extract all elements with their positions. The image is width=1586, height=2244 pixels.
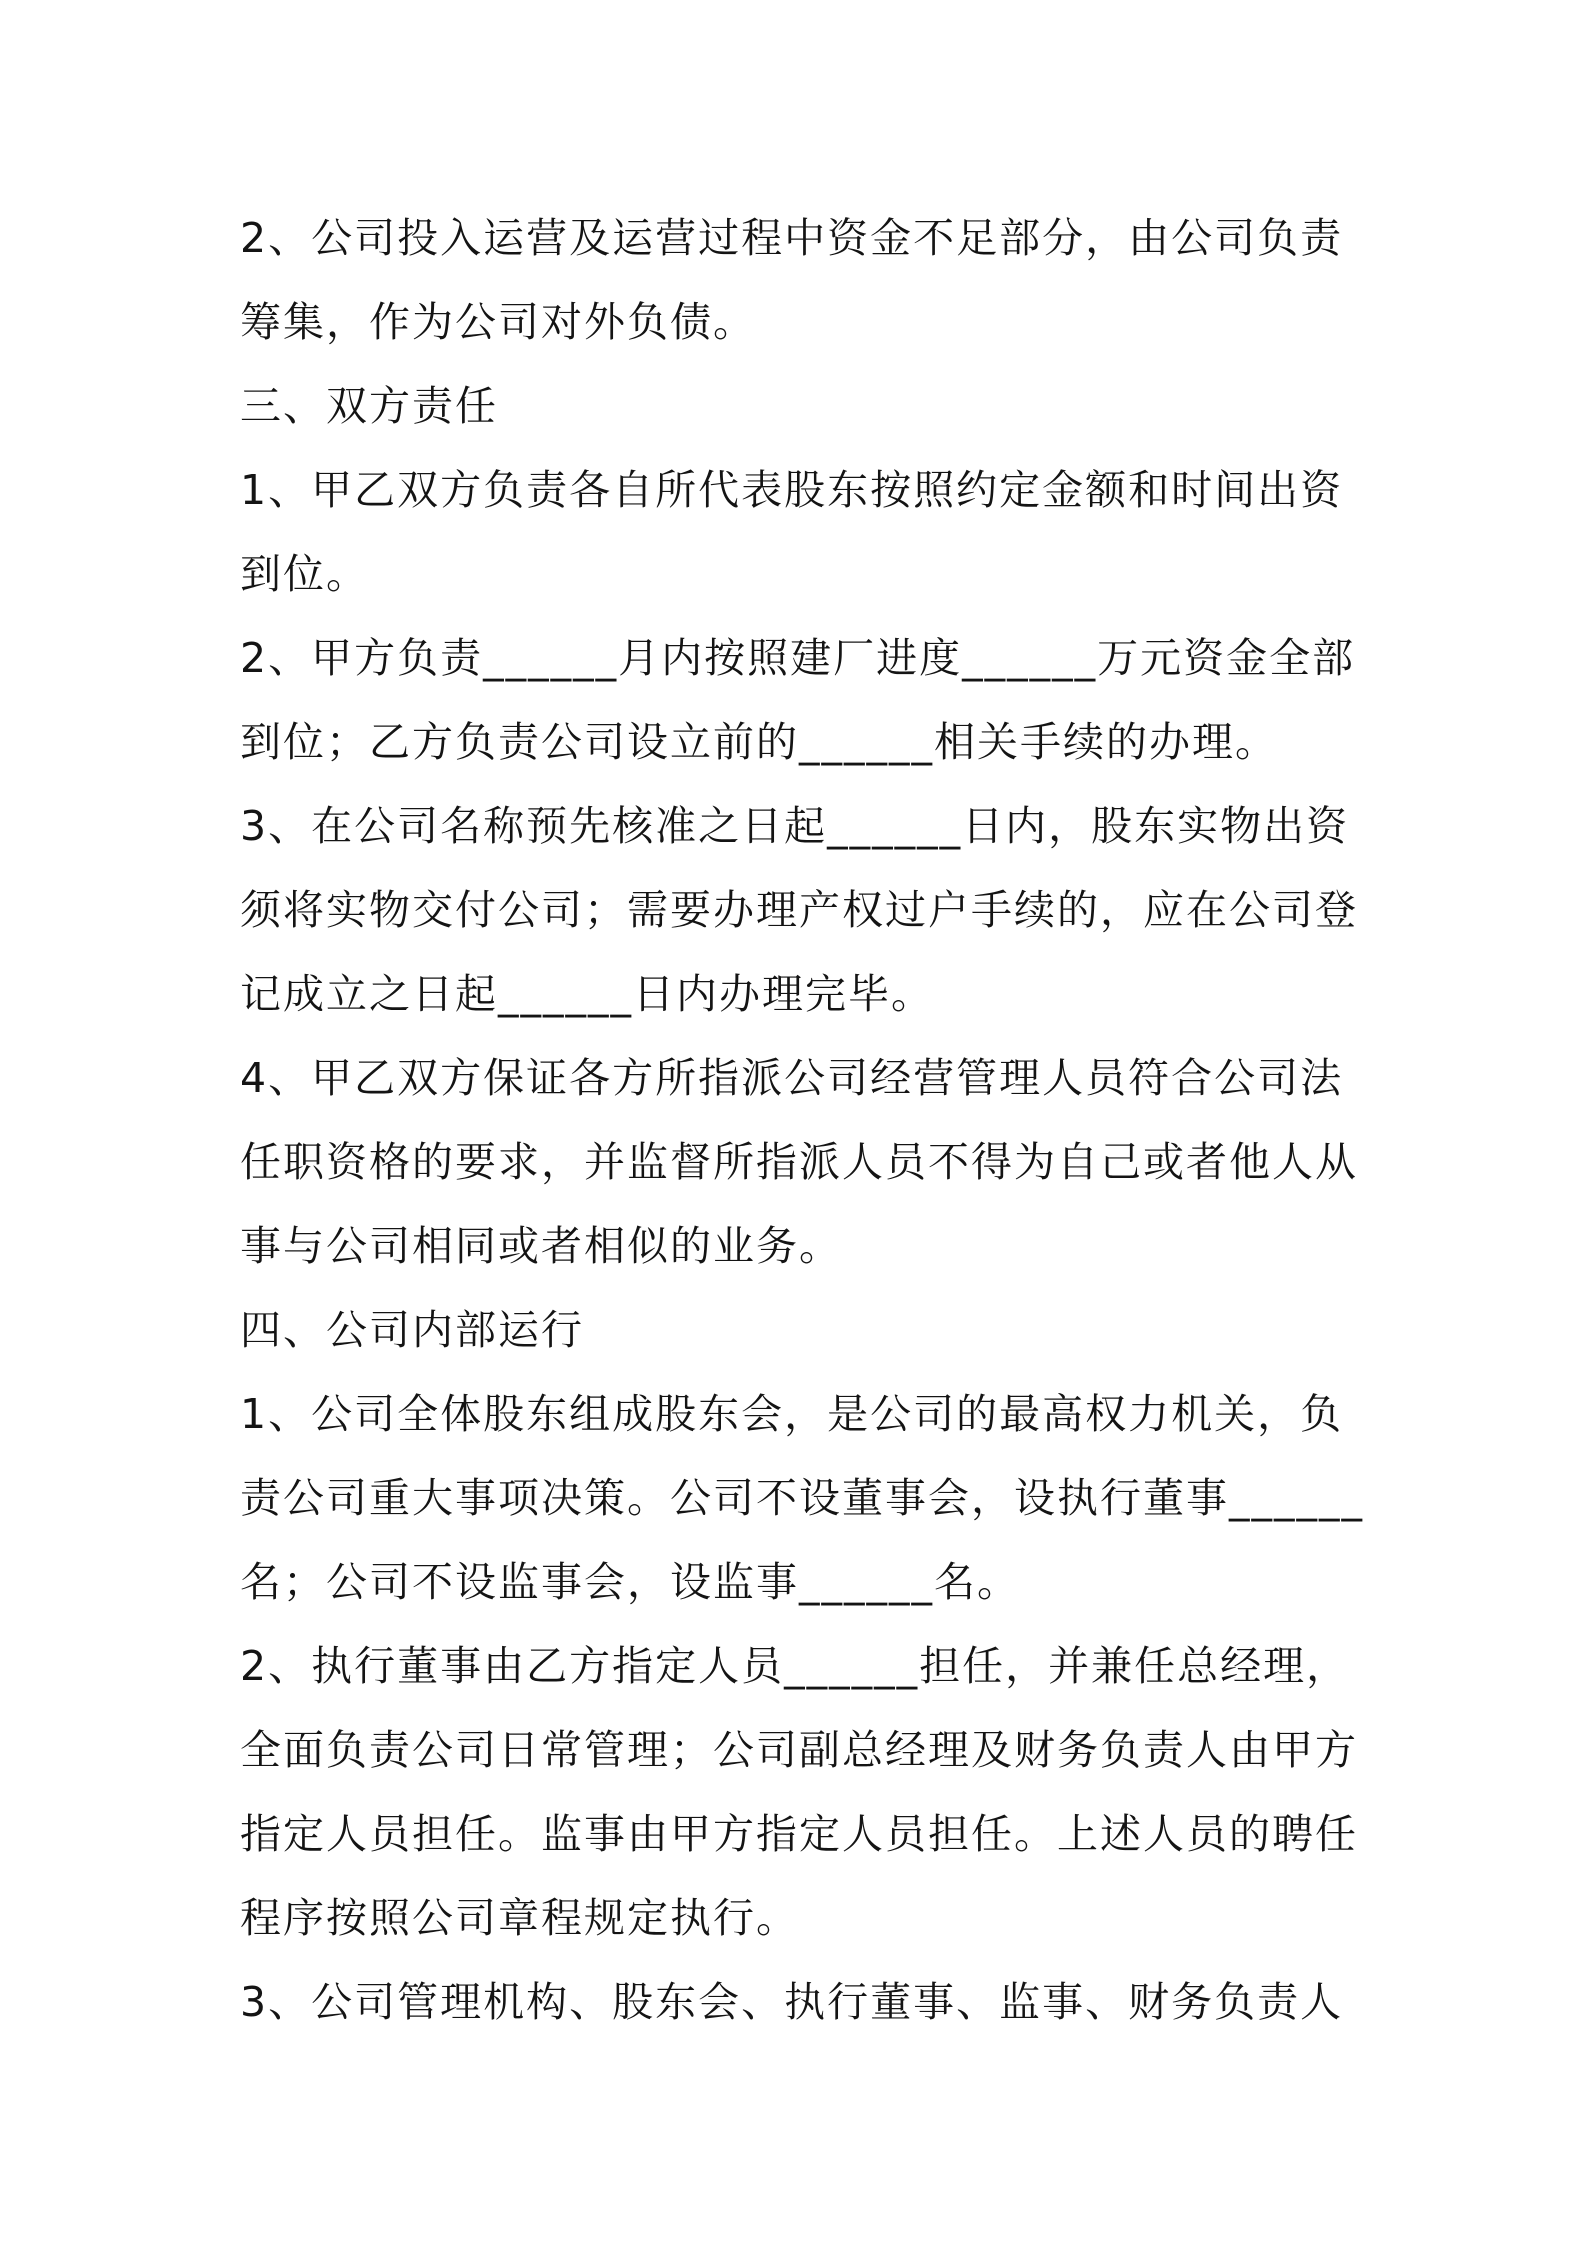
text-line: 记成立之日起______日内办理完毕。 xyxy=(240,970,934,1018)
text-line: 程序按照公司章程规定执行。 xyxy=(240,1894,799,1942)
text-line: 1、公司全体股东组成股东会，是公司的最高权力机关，负 xyxy=(240,1390,1344,1438)
text-line: 1、甲乙双方负责各自所代表股东按照约定金额和时间出资 xyxy=(240,466,1344,514)
section-heading-internal-operation: 四、公司内部运行 xyxy=(240,1306,584,1354)
text-line: 全面负责公司日常管理；公司副总经理及财务负责人由甲方 xyxy=(240,1726,1358,1774)
document-body xyxy=(240,196,1364,2044)
text-line: 须将实物交付公司；需要办理产权过户手续的，应在公司登 xyxy=(240,886,1358,934)
text-line: 2、公司投入运营及运营过程中资金不足部分，由公司负责 xyxy=(240,214,1344,262)
text-line: 筹集，作为公司对外负债。 xyxy=(240,298,756,346)
text-line: 名；公司不设监事会，设监事______名。 xyxy=(240,1558,1020,1606)
text-line: 到位。 xyxy=(240,550,369,598)
text-line: 事与公司相同或者相似的业务。 xyxy=(240,1222,842,1270)
text-line: 任职资格的要求，并监督所指派人员不得为自己或者他人从 xyxy=(240,1138,1358,1186)
text-line: 2、执行董事由乙方指定人员______担任，并兼任总经理， xyxy=(240,1642,1350,1690)
text-line: 责公司重大事项决策。公司不设董事会，设执行董事______ xyxy=(240,1474,1364,1522)
text-line: 到位；乙方负责公司设立前的______相关手续的办理。 xyxy=(240,718,1278,766)
text-line: 指定人员担任。监事由甲方指定人员担任。上述人员的聘任 xyxy=(240,1810,1358,1858)
text-line: 4、甲乙双方保证各方所指派公司经营管理人员符合公司法 xyxy=(240,1054,1344,1102)
text-line: 3、公司管理机构、股东会、执行董事、监事、财务负责人 xyxy=(240,1978,1344,2026)
text-line: 2、甲方负责______月内按照建厂进度______万元资金全部 xyxy=(240,634,1356,682)
section-heading-mutual-responsibilities: 三、双方责任 xyxy=(240,382,498,430)
text-line: 3、在公司名称预先核准之日起______日内，股东实物出资 xyxy=(240,802,1350,850)
